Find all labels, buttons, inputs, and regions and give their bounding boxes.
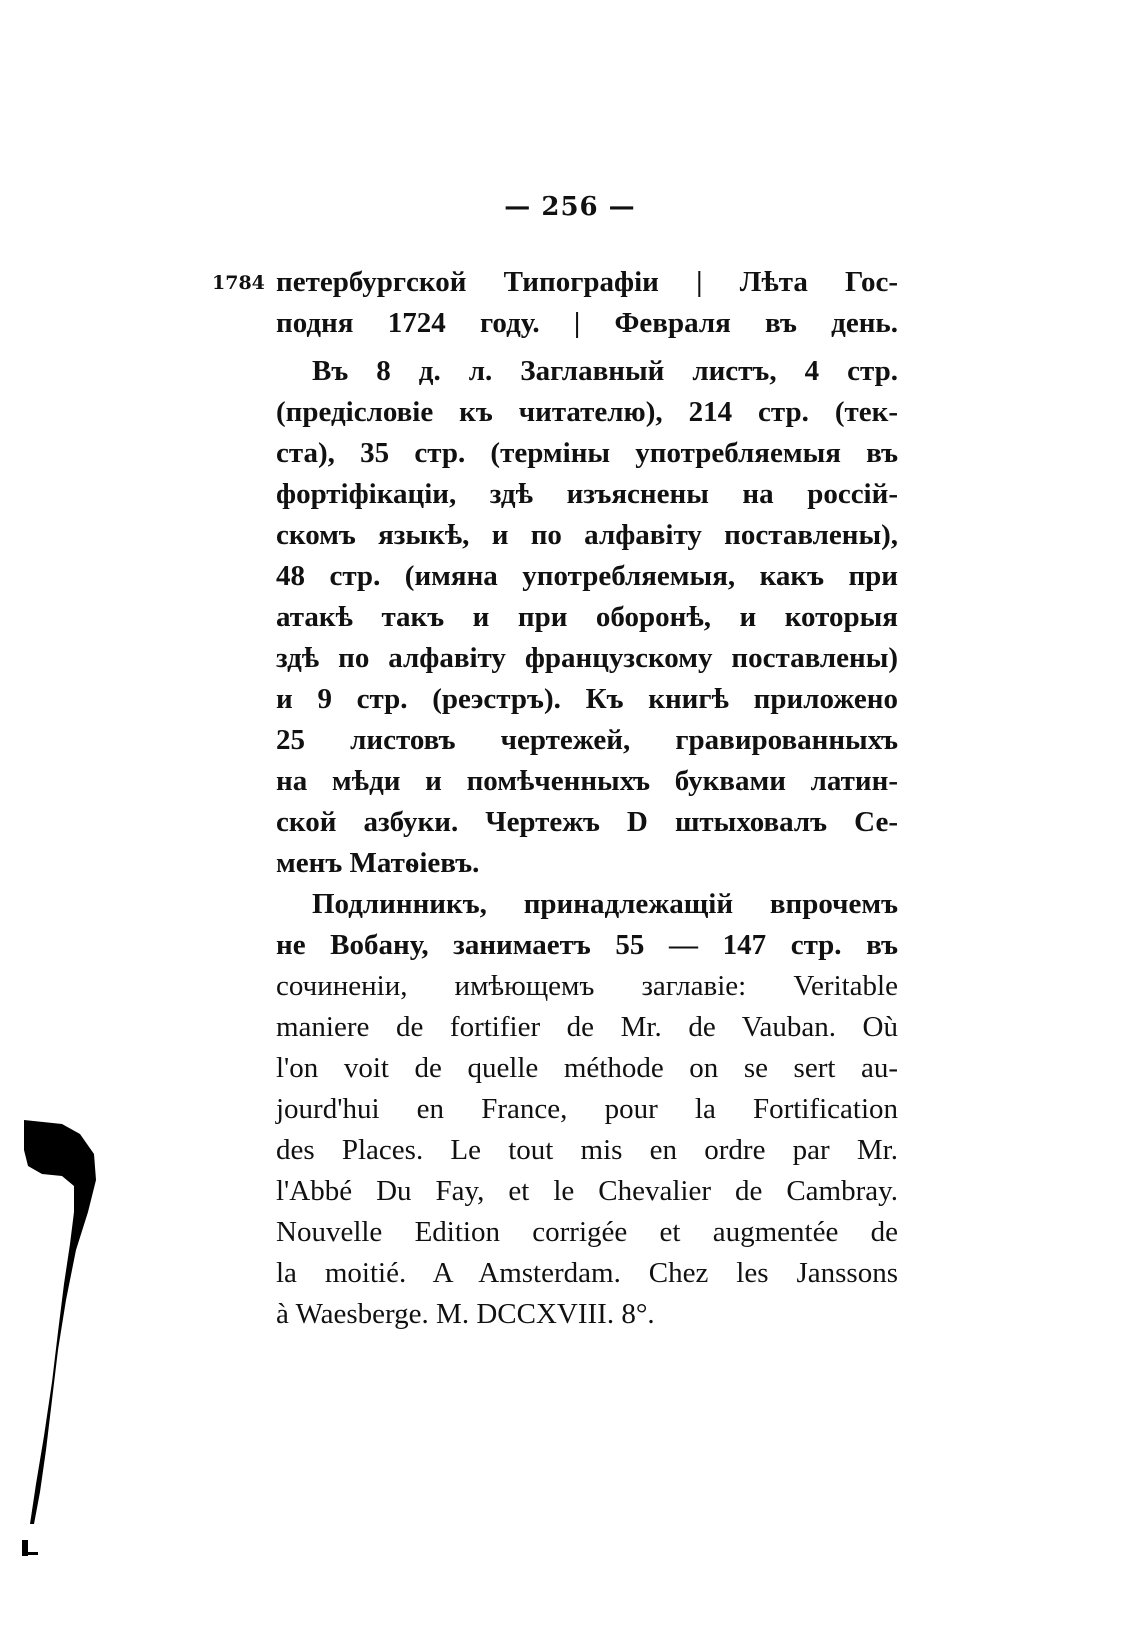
collation-line: ской азбуки. Чертежъ D штыховалъ Се- — [276, 806, 898, 838]
collation-line: менъ Матѳіевъ. — [276, 847, 480, 879]
collation-line: 25 листовъ чертежей, гравированныхъ — [276, 724, 898, 756]
original-paragraph — [276, 884, 898, 1335]
collation-line: фортіфікаціи, здѣ изъяснены на россій- — [276, 478, 898, 510]
imprint-line: подня 1724 году. | Февраля въ день. — [276, 307, 898, 339]
original-line: не Вобану, занимаетъ 55 — 147 стр. въ — [276, 929, 898, 961]
original-line: l'on voit de quelle méthode on se sert au- — [276, 1052, 898, 1084]
original-line: сочиненіи, имѣющемъ заглавіе: Veritable — [276, 970, 898, 1002]
original-line: l'Abbé Du Fay, et le Chevalier de Cambray. — [276, 1175, 898, 1207]
collation-line: Въ 8 д. л. Заглавный листъ, 4 стр. — [312, 355, 898, 387]
original-line: des Places. Le tout mis en ordre par Mr. — [276, 1134, 898, 1166]
original-line: la moitié. A Amsterdam. Chez les Janssons — [276, 1257, 898, 1289]
imprint-line: петербургской Типографіи | Лѣта Гос- — [276, 266, 898, 298]
imprint-paragraph — [276, 262, 898, 344]
collation-line: атакѣ такъ и при оборонѣ, и которыя — [276, 601, 898, 633]
original-line: maniere de fortifier de Mr. de Vauban. Où — [276, 1011, 898, 1043]
collation-line: ста), 35 стр. (терміны употребляемыя въ — [276, 437, 898, 469]
original-line: Подлинникъ, принадлежащій впрочемъ — [312, 888, 898, 920]
scan-shadow-artifact — [18, 1120, 98, 1560]
entry-year: 1784 — [212, 272, 265, 294]
collation-line: здѣ по алфавіту французскому поставлены) — [276, 642, 898, 674]
page-number: — 256 — — [504, 192, 636, 222]
collation-line: 48 стр. (имяна употребляемыя, какъ при — [276, 560, 898, 592]
original-line: jourd'hui en France, pour la Fortification — [276, 1093, 898, 1125]
original-line: Nouvelle Edition corrigée et augmentée de — [276, 1216, 898, 1248]
collation-paragraph — [276, 351, 898, 884]
collation-line: на мѣди и помѣченныхъ буквами латин- — [276, 765, 898, 797]
collation-line: (предісловіе къ читателю), 214 стр. (тек- — [276, 396, 898, 428]
collation-line: скомъ языкѣ, и по алфавіту поставлены), — [276, 519, 898, 551]
original-line: à Waesberge. M. DCCXVIII. 8°. — [276, 1298, 655, 1330]
collation-line: и 9 стр. (реэстръ). Къ книгѣ приложено — [276, 683, 898, 715]
